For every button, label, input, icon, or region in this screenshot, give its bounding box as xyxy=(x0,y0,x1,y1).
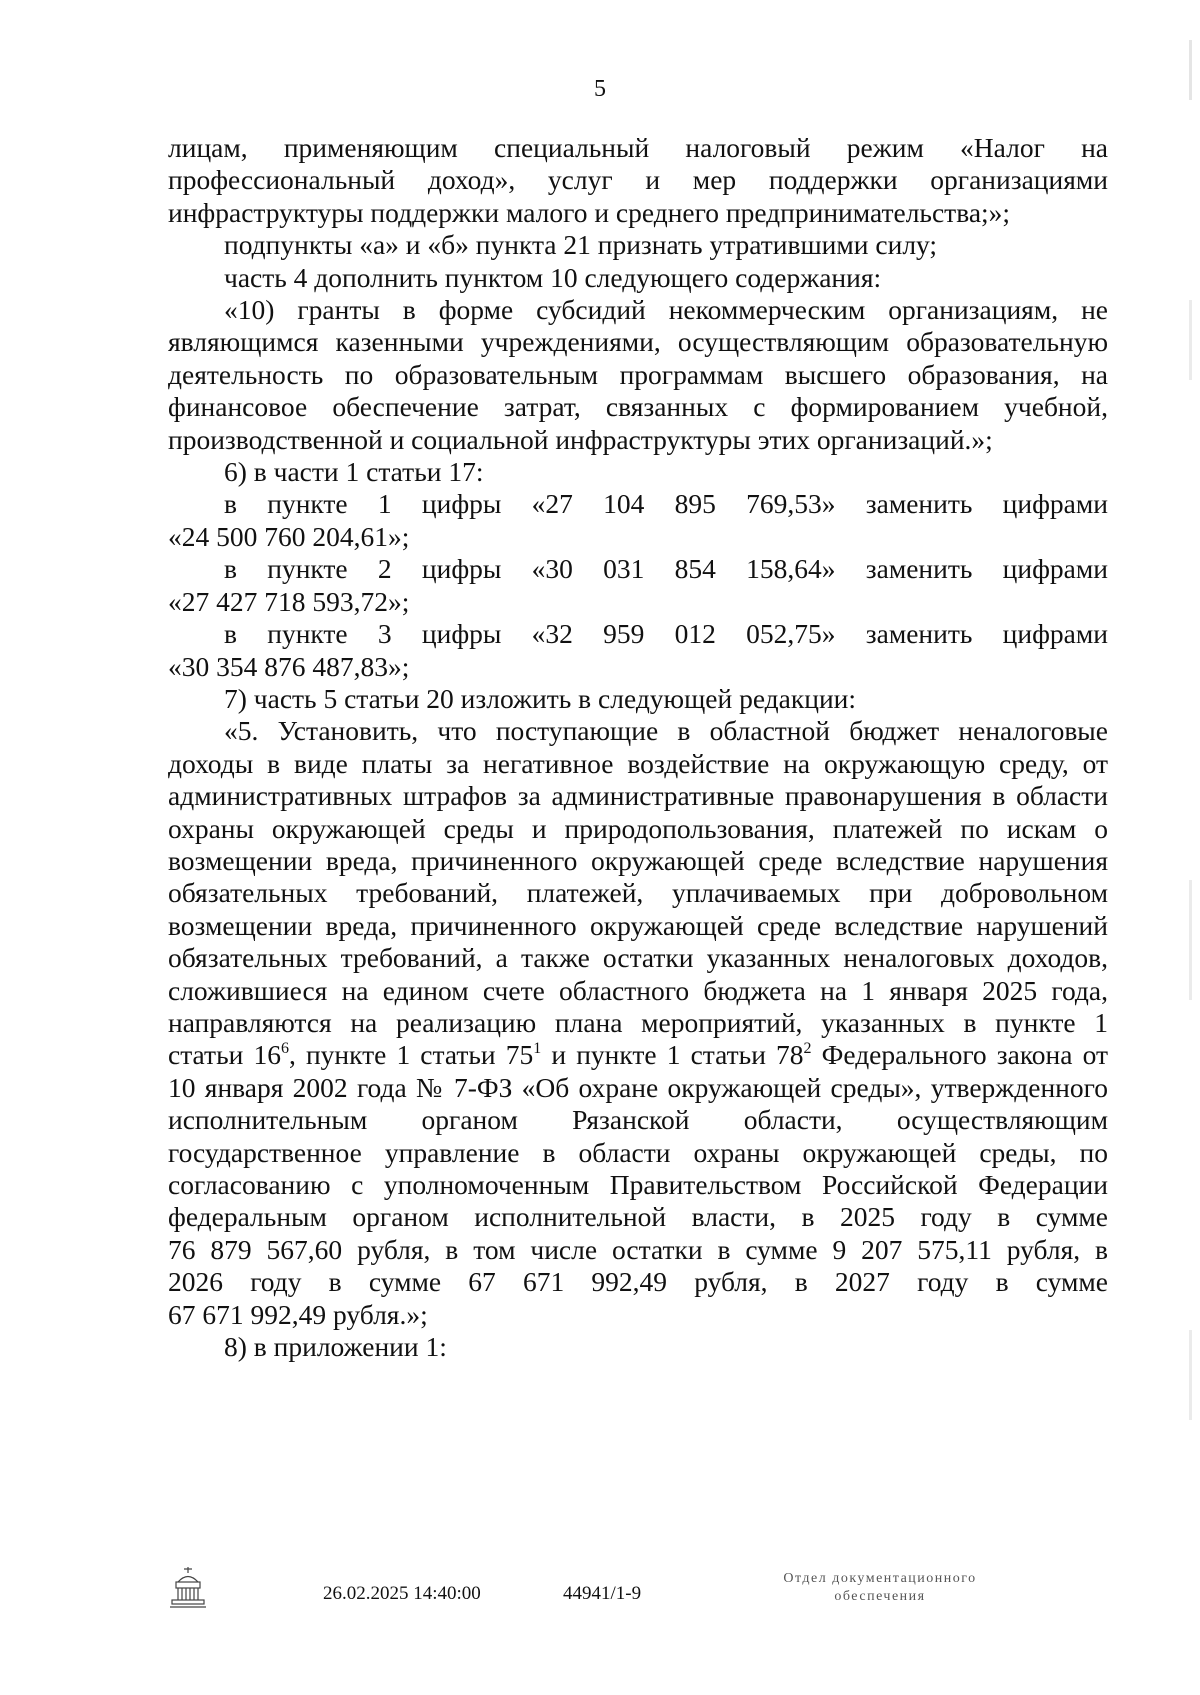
text-line: финансовое обеспечение затрат, связанных с формированием учебной, xyxy=(168,391,1108,423)
text-line: 8) в приложении 1: xyxy=(224,1331,447,1363)
scan-edge-mark xyxy=(1189,1330,1192,1420)
text-line: 10 января 2002 года № 7-ФЗ «Об охране окружающей среды», утвержденного xyxy=(168,1071,1108,1103)
footer-timestamp: 26.02.2025 14:40:00 xyxy=(323,1583,481,1604)
text-line: «5. Установить, что поступающие в областной бюджет неналоговые xyxy=(224,715,1108,747)
text-line xyxy=(168,1039,1108,1071)
text-segment: , пункте 1 статьи 75 xyxy=(288,1039,534,1071)
text-line: доходы в виде платы за негативное воздействие на окружающую среду, от xyxy=(168,747,1108,779)
text-line: часть 4 дополнить пунктом 10 следующего содержания: xyxy=(224,261,882,293)
text-line: подпункты «а» и «б» пункта 21 признать утратившими силу; xyxy=(224,229,938,261)
department-stamp-line: Отдел документационного xyxy=(783,1571,977,1586)
text-line: обязательных требований, а также остатки указанных неналоговых доходов, xyxy=(168,942,1108,974)
text-line: производственной и социальной инфраструктуры этих организаций.»; xyxy=(168,423,993,455)
text-line: в пункте 1 цифры «27 104 895 769,53» заменить цифрами xyxy=(224,488,1108,520)
page-footer xyxy=(0,1566,1200,1626)
text-line: государственное управление в области охраны окружающей среды, по xyxy=(168,1136,1108,1168)
text-line: сложившиеся на едином счете областного бюджета на 1 января 2025 года, xyxy=(168,974,1108,1006)
text-segment: и пункте 1 статьи 78 xyxy=(541,1039,804,1071)
text-segment: Федерального закона от xyxy=(811,1039,1108,1071)
department-stamp xyxy=(740,1570,1020,1606)
text-line: федеральным органом исполнительной власти, в 2025 году в сумме xyxy=(168,1201,1108,1233)
text-line: лицам, применяющим специальный налоговый режим «Налог на xyxy=(168,132,1108,163)
text-line: обязательных требований, платежей, уплачиваемых при добровольном xyxy=(168,877,1108,909)
emblem-icon xyxy=(166,1566,210,1610)
text-line: в пункте 3 цифры «32 959 012 052,75» заменить цифрами xyxy=(224,618,1108,650)
text-line: профессиональный доход», услуг и мер поддержки организациями xyxy=(168,164,1108,196)
text-line: 76 879 567,60 рубля, в том числе остатки в сумме 9 207 575,11 рубля, в xyxy=(168,1233,1108,1265)
scan-edge-mark xyxy=(1189,40,1192,100)
text-line: являющимся казенными учреждениями, осуществляющим образовательную xyxy=(168,326,1108,358)
scan-edge-mark xyxy=(1189,880,1192,1000)
text-line: согласованию с уполномоченным Правительством Российской Федерации xyxy=(168,1169,1108,1200)
text-line: 2026 году в сумме 67 671 992,49 рубля, в 2027 году в сумме xyxy=(168,1266,1108,1298)
text-line: «24 500 760 204,61»; xyxy=(168,520,410,552)
text-line: возмещении вреда, причиненного окружающей среде вследствие нарушения xyxy=(168,844,1108,876)
text-segment: статьи 16 xyxy=(168,1039,281,1071)
page-number: 5 xyxy=(594,76,606,102)
footer-document-number: 44941/1-9 xyxy=(563,1583,642,1604)
department-stamp-line: обеспечения xyxy=(834,1589,926,1604)
text-line: в пункте 2 цифры «30 031 854 158,64» заменить цифрами xyxy=(224,553,1108,585)
text-line: 7) часть 5 статьи 20 изложить в следующей редакции: xyxy=(224,682,857,714)
text-line: 6) в части 1 статьи 17: xyxy=(224,456,484,488)
text-line: направляются на реализацию плана мероприятий, указанных в пункте 1 xyxy=(168,1006,1108,1038)
text-line: «10) гранты в форме субсидий некоммерческим организациям, не xyxy=(224,294,1108,326)
scan-edge-mark xyxy=(1189,300,1192,380)
text-line: охраны окружающей среды и природопользования, платежей по искам о xyxy=(168,812,1108,844)
superscript: 1 xyxy=(533,1040,542,1058)
superscript: 6 xyxy=(280,1040,289,1058)
text-line: «27 427 718 593,72»; xyxy=(168,585,410,617)
text-line: исполнительным органом Рязанской области, осуществляющим xyxy=(168,1104,1108,1136)
text-line: деятельность по образовательным программам высшего образования, на xyxy=(168,358,1108,390)
body-text xyxy=(168,132,1108,1363)
superscript: 2 xyxy=(803,1040,812,1058)
text-line: «30 354 876 487,83»; xyxy=(168,650,410,682)
text-line: инфраструктуры поддержки малого и среднего предпринимательства;»; xyxy=(168,196,1011,228)
text-line: возмещении вреда, причиненного окружающей среде вследствие нарушений xyxy=(168,909,1108,941)
text-line: 67 671 992,49 рубля.»; xyxy=(168,1298,428,1330)
text-line: административных штрафов за административные правонарушения в области xyxy=(168,780,1108,812)
